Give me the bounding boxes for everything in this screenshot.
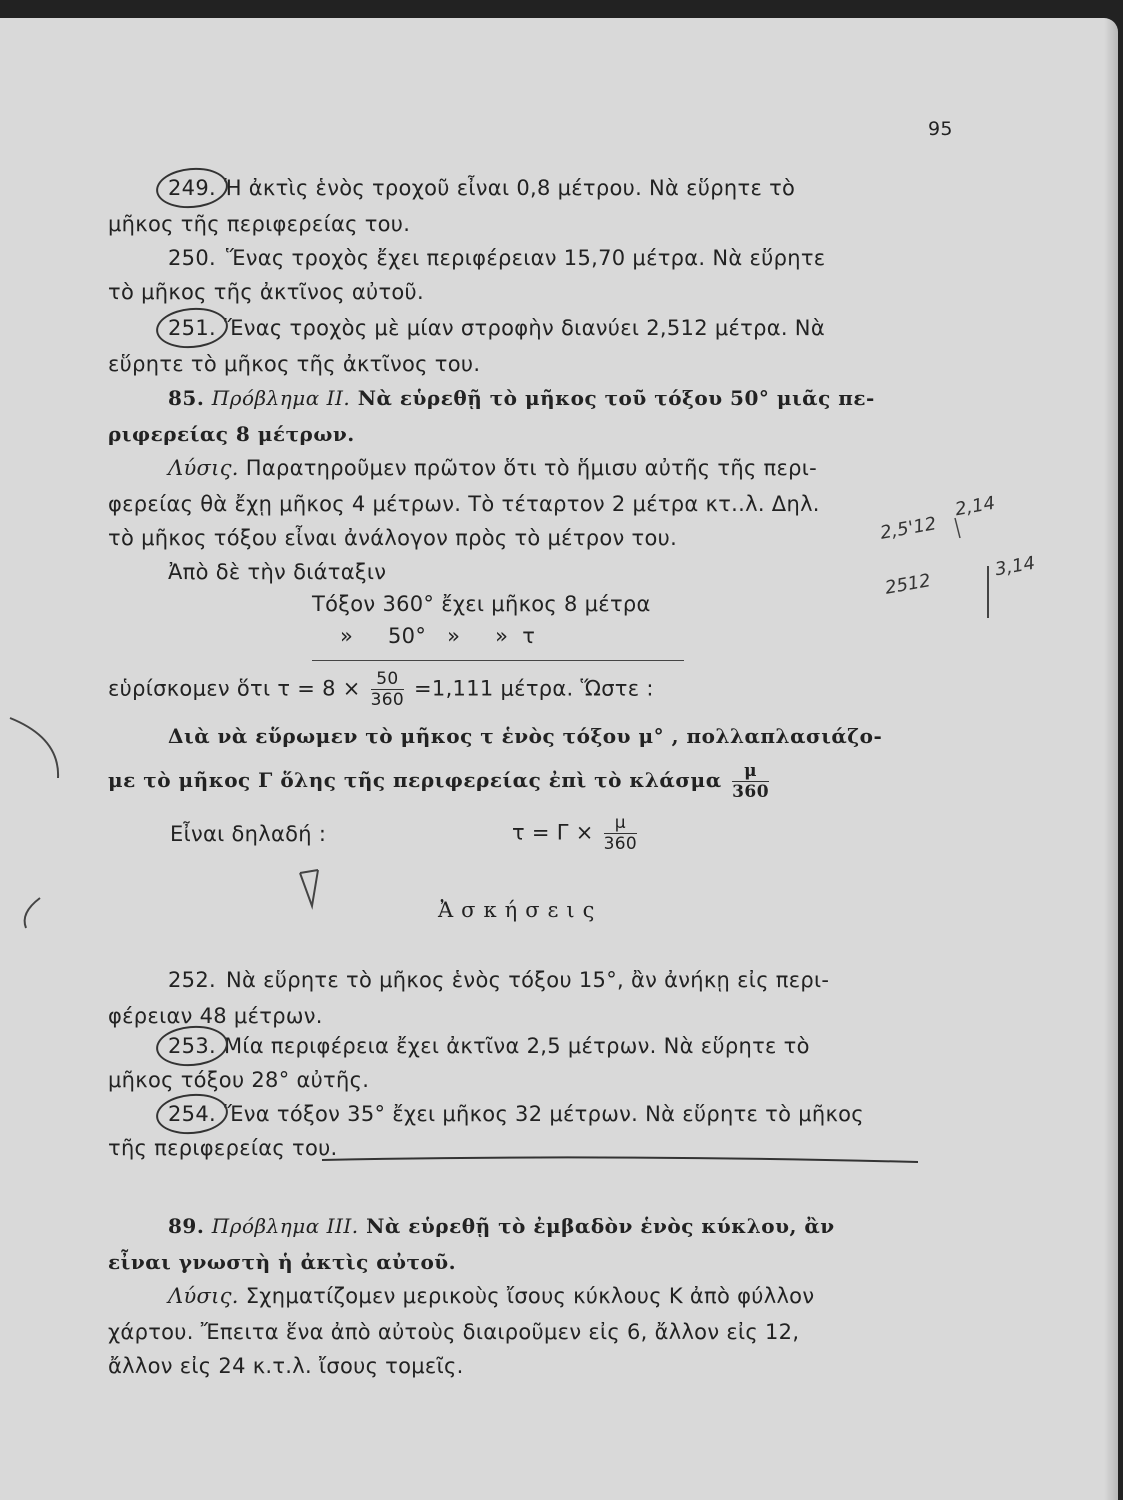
margin-bracket-mark [25, 898, 40, 928]
exercise-number: 251. [168, 316, 216, 340]
solution-label: Λύσις. [168, 456, 239, 480]
fraction-denominator: 360 [732, 781, 770, 802]
margin-note: 2512 [883, 570, 933, 599]
exercise-253-line2: μῆκος τόξου 28° αὐτῆς. [108, 1068, 370, 1092]
problem-text: Νὰ εὑρεθῇ τὸ μῆκος τοῦ τόξου 50° μιᾶς πε- [357, 386, 875, 410]
problem-89-line1 [168, 1214, 835, 1238]
page-number: 95 [928, 118, 953, 140]
fraction-denominator: 360 [603, 833, 638, 854]
exercise-250-line2: τὸ μῆκος τῆς ἀκτῖνος αὐτοῦ. [108, 280, 424, 304]
exercise-252-line2: φέρειαν 48 μέτρων. [108, 1004, 323, 1028]
solution-label: Λύσις. [168, 1284, 239, 1308]
formula-text: τ = Γ × [512, 820, 594, 845]
result-suffix: =1,111 μέτρα. Ὥστε : [414, 676, 654, 701]
exercise-text: Μία περιφέρεια ἔχει ἀκτῖνα 2,5 μέτρων. Νὰ εὕρητε τὸ [223, 1034, 810, 1058]
fraction-numerator: 50 [376, 669, 399, 689]
exercise-number: 250. [168, 246, 216, 270]
problem-text: Νὰ εὑρεθῇ τὸ ἐμβαδὸν ἑνὸς κύκλου, ἂν [366, 1214, 835, 1238]
exercises-heading: Ἀσκήσεις [438, 898, 603, 922]
problem-label: Πρόβλημα ΙΙΙ. [211, 1214, 359, 1238]
margin-note: 3,14 [993, 552, 1037, 581]
solution-85-line4: Ἀπὸ δὲ τὴν διάταξιν [168, 560, 387, 584]
exercise-text: Ἕνας τροχὸς ἔχει περιφέρειαν 15,70 μέτρα. Νὰ εὕρητε [225, 246, 826, 270]
proportion-row1: Τόξον 360° ἔχει μῆκος 8 μέτρα [312, 592, 651, 616]
exercise-249-line2: μῆκος τῆς περιφερείας του. [108, 212, 411, 236]
exercise-number: 249. [168, 176, 216, 200]
problem-85-line2: ριφερείας 8 μέτρων. [108, 422, 355, 446]
margin-note: 2,5'12 [878, 513, 938, 544]
solution-85-line2: φερείας θὰ ἔχῃ μῆκος 4 μέτρων. Τὸ τέταρτον 2 μέτρα κτ..λ. Δηλ. [108, 492, 820, 516]
exercise-number: 254. [168, 1102, 216, 1126]
pen-marks [0, 18, 1118, 1500]
proportion-row2: » 50° » » τ [340, 624, 536, 648]
margin-bracket-mark [10, 718, 58, 778]
exercise-text: Ἡ ἀκτὶς ἑνὸς τροχοῦ εἶναι 0,8 μέτρου. Νὰ εὕρητε τὸ [223, 176, 796, 200]
solution-89-line3: ἄλλον εἰς 24 κ.τ.λ. ἴσους τομεῖς. [108, 1354, 464, 1378]
exercise-text: Ἕνα τόξον 35° ἔχει μῆκος 32 μέτρων. Νὰ εὕρητε τὸ μῆκος [223, 1102, 864, 1126]
fraction-numerator: μ [744, 761, 758, 781]
fraction-numerator: μ [614, 813, 626, 833]
exercise-text: Νὰ εὕρητε τὸ μῆκος ἑνὸς τόξου 15°, ἂν ἀνήκῃ εἰς περι- [225, 968, 830, 992]
margin-note: 2,14 [953, 492, 997, 521]
problem-number: 85. [168, 386, 205, 410]
exercise-number: 252. [168, 968, 216, 992]
problem-label: Πρόβλημα ΙΙ. [211, 386, 351, 410]
exercise-251-line2: εὕρητε τὸ μῆκος τῆς ἀκτῖνος του. [108, 352, 481, 376]
solution-89-line2: χάρτου. Ἔπειτα ἕνα ἀπὸ αὐτοὺς διαιροῦμεν εἰς 6, ἄλλον εἰς 12, [108, 1320, 800, 1344]
problem-89-line2: εἶναι γνωστὴ ἡ ἀκτὶς αὐτοῦ. [108, 1250, 457, 1274]
result-prefix: εὑρίσκομεν ὅτι τ = 8 × [108, 676, 361, 701]
formula-prefix: Εἶναι δηλαδή : [170, 822, 327, 846]
fraction-denominator: 360 [370, 689, 405, 710]
solution-85-line3: τὸ μῆκος τόξου εἶναι ἀνάλογον πρὸς τὸ μέτρον του. [108, 526, 678, 550]
margin-pen-mark [300, 870, 318, 906]
rule-line1: Διὰ νὰ εὕρωμεν τὸ μῆκος τ ἑνὸς τόξου μ° , πολλαπλασιάζο- [168, 724, 883, 748]
solution-89-line1 [168, 1284, 814, 1308]
solution-text: Παρατηροῦμεν πρῶτον ὅτι τὸ ἥμισυ αὐτῆς τῆς περι- [245, 456, 818, 480]
book-page [0, 18, 1118, 1500]
rule-text: με τὸ μῆκος Γ ὅλης τῆς περιφερείας ἐπὶ τὸ κλάσμα [108, 768, 722, 793]
underline-mark [322, 1157, 918, 1162]
margin-pen-mark [955, 518, 960, 538]
exercise-number: 253. [168, 1034, 216, 1058]
exercise-254-line2: τῆς περιφερείας του. [108, 1136, 338, 1160]
problem-number: 89. [168, 1214, 205, 1238]
exercise-text: Ἕνας τροχὸς μὲ μίαν στροφὴν διανύει 2,512 μέτρα. Νὰ [223, 316, 825, 340]
solution-text: Σχηματίζομεν μερικοὺς ἴσους κύκλους Κ ἀπὸ φύλλον [245, 1284, 815, 1308]
